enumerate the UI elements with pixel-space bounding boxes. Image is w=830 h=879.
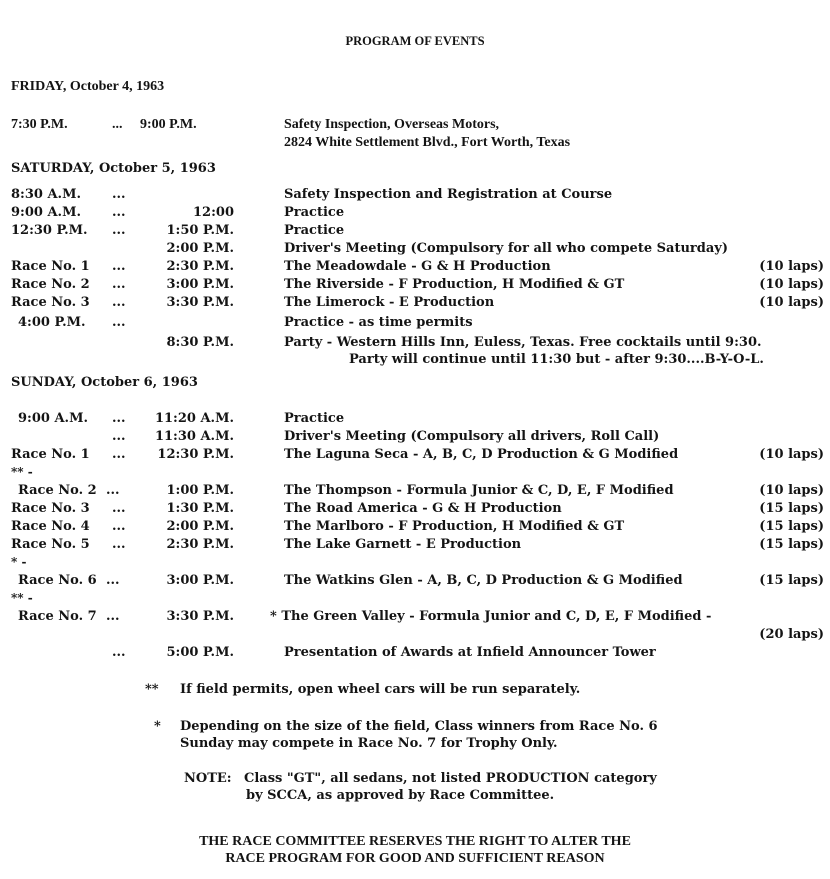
event-description: The Watkins Glen - A, B, C, D Production & G Modified [284,573,683,588]
footnote-marker: * - [11,555,27,569]
dots: ... [112,187,126,202]
end-time: 3:30 P.M. [166,295,234,310]
end-time: 12:30 P.M. [157,447,234,462]
dots: ... [112,295,126,310]
schedule-row [0,519,830,537]
dots: ... [112,315,126,330]
event-description: The Riverside - F Production, H Modified & GT [284,277,625,292]
event-description: The Laguna Seca - A, B, C, D Production & G Modified [284,447,679,462]
event-description: Driver's Meeting (Compulsory for all who compete Saturday) [284,241,728,256]
laps-count: (15 laps) [759,573,824,588]
start-time: Race No. 7 [18,609,97,624]
event-description: Practice - as time permits [284,315,473,330]
laps-count: (10 laps) [759,277,824,292]
schedule-row [0,335,830,353]
end-time: 9:00 P.M. [140,117,197,132]
footnote-marker-row [0,465,830,483]
schedule-row-continuation [0,135,830,153]
schedule-row [0,411,830,429]
dots: ... [112,429,126,444]
start-time: Race No. 1 [11,447,90,462]
laps-count: (10 laps) [759,483,824,498]
end-time: 8:30 P.M. [166,335,234,350]
event-description: Driver's Meeting (Compulsory all drivers, Roll Call) [284,429,660,444]
dots: ... [112,501,126,516]
start-time: Race No. 3 [11,501,90,516]
start-time: Race No. 5 [11,537,90,552]
start-time: 12:30 P.M. [11,223,88,238]
note-label: NOTE: [184,771,232,786]
dots: ... [112,447,126,462]
start-time: Race No. 6 [18,573,97,588]
end-time: 2:00 P.M. [166,519,234,534]
schedule-row [0,447,830,465]
footnote-text-line2: Sunday may compete in Race No. 7 for Trophy Only. [180,736,558,751]
start-time: 4:00 P.M. [18,315,86,330]
schedule-row [0,259,830,277]
page-title: PROGRAM OF EVENTS [345,34,485,48]
start-time: 9:00 A.M. [18,411,88,426]
event-description: Practice [284,223,345,238]
party-continuation-row [0,352,830,370]
schedule-row [0,241,830,259]
event-description: The Thompson - Formula Junior & C, D, E, F Modified [284,483,674,498]
end-time: 11:20 A.M. [154,411,234,426]
schedule-row [0,315,830,333]
laps-count: (15 laps) [759,537,824,552]
day-heading-sunday: SUNDAY, October 6, 1963 [11,375,198,390]
closing-line-2: RACE PROGRAM FOR GOOD AND SUFFICIENT REASON [225,851,605,866]
schedule-row [0,429,830,447]
event-description: Safety Inspection, Overseas Motors, [284,117,500,132]
end-time: 2:30 P.M. [166,537,234,552]
dots: ... [112,519,126,534]
end-time: 3:30 P.M. [166,609,234,624]
schedule-row [0,223,830,241]
end-time: 12:00 [193,205,234,220]
event-description: Party - Western Hills Inn, Euless, Texas. Free cocktails until 9:30. [284,335,762,350]
end-time: 5:00 P.M. [166,645,234,660]
footnote-marker: ** - [11,465,33,479]
dots: ... [112,223,126,238]
schedule-row [0,645,830,663]
footnote-text: If field permits, open wheel cars will be run separately. [180,682,581,697]
end-time: 11:30 A.M. [154,429,234,444]
end-time: 1:50 P.M. [166,223,234,238]
schedule-row [0,609,830,642]
dots: ... [106,573,120,588]
end-time: 1:00 P.M. [166,483,234,498]
footnote-marker-row [0,555,830,573]
laps-count: (10 laps) [759,259,824,274]
event-description: The Marlboro - F Production, H Modified & GT [284,519,625,534]
schedule-row [0,205,830,223]
event-description: Practice [284,205,345,220]
dots: ... [112,205,126,220]
day-heading-friday: FRIDAY, October 4, 1963 [11,79,165,94]
event-description-line2: 2824 White Settlement Blvd., Fort Worth, Texas [284,135,571,150]
dots: ... [106,609,120,624]
event-description: Safety Inspection and Registration at Course [284,187,613,202]
schedule-row [0,537,830,555]
day-heading-saturday: SATURDAY, October 5, 1963 [11,161,216,176]
event-description: The Limerock - E Production [284,295,495,310]
start-time: Race No. 4 [11,519,90,534]
footnote-text: Depending on the size of the field, Class winners from Race No. 6 [180,719,658,734]
event-description: The Meadowdale - G & H Production [284,259,551,274]
dots: ... [112,645,126,660]
start-time: 7:30 P.M. [11,117,68,132]
laps-count: (20 laps) [759,627,824,642]
laps-count: (10 laps) [759,295,824,310]
dots: ... [112,411,126,426]
schedule-row [0,573,830,591]
start-time: Race No. 2 [18,483,97,498]
footnote-symbol: * [154,719,161,734]
event-description: Practice [284,411,345,426]
start-time: Race No. 2 [11,277,90,292]
end-time: 3:00 P.M. [166,277,234,292]
schedule-row [0,187,830,205]
footnote-marker-row [0,591,830,609]
start-time: 8:30 A.M. [11,187,81,202]
end-time: 3:00 P.M. [166,573,234,588]
dots: ... [112,259,126,274]
event-description: The Lake Garnett - E Production [284,537,522,552]
schedule-row [0,483,830,501]
dots: ... [112,277,126,292]
footnote-marker: ** - [11,591,33,605]
schedule-row [0,501,830,519]
event-description: Presentation of Awards at Infield Announcer Tower [284,645,656,660]
closing-line-1: THE RACE COMMITTEE RESERVES THE RIGHT TO ALTER THE [199,834,631,849]
start-time: Race No. 1 [11,259,90,274]
dots: ... [106,483,120,498]
end-time: 2:30 P.M. [166,259,234,274]
schedule-row [0,117,830,135]
event-description: The Road America - G & H Production [284,501,562,516]
footnote-symbol: ** [145,682,159,697]
note-text: Class "GT", all sedans, not listed PRODUCTION category [244,771,657,786]
schedule-row [0,277,830,295]
laps-count: (15 laps) [759,501,824,516]
start-time: Race No. 3 [11,295,90,310]
laps-count: (10 laps) [759,447,824,462]
event-description: * The Green Valley - Formula Junior and C, D, E, F Modified - [270,609,712,624]
start-time: 9:00 A.M. [11,205,81,220]
party-continuation: Party will continue until 11:30 but - after 9:30....B-Y-O-L. [349,352,764,367]
schedule-row [0,295,830,313]
end-time: 1:30 P.M. [166,501,234,516]
dots: ... [112,117,123,132]
dots: ... [112,537,126,552]
note-text-line2: by SCCA, as approved by Race Committee. [246,788,555,803]
end-time: 2:00 P.M. [166,241,234,256]
laps-count: (15 laps) [759,519,824,534]
